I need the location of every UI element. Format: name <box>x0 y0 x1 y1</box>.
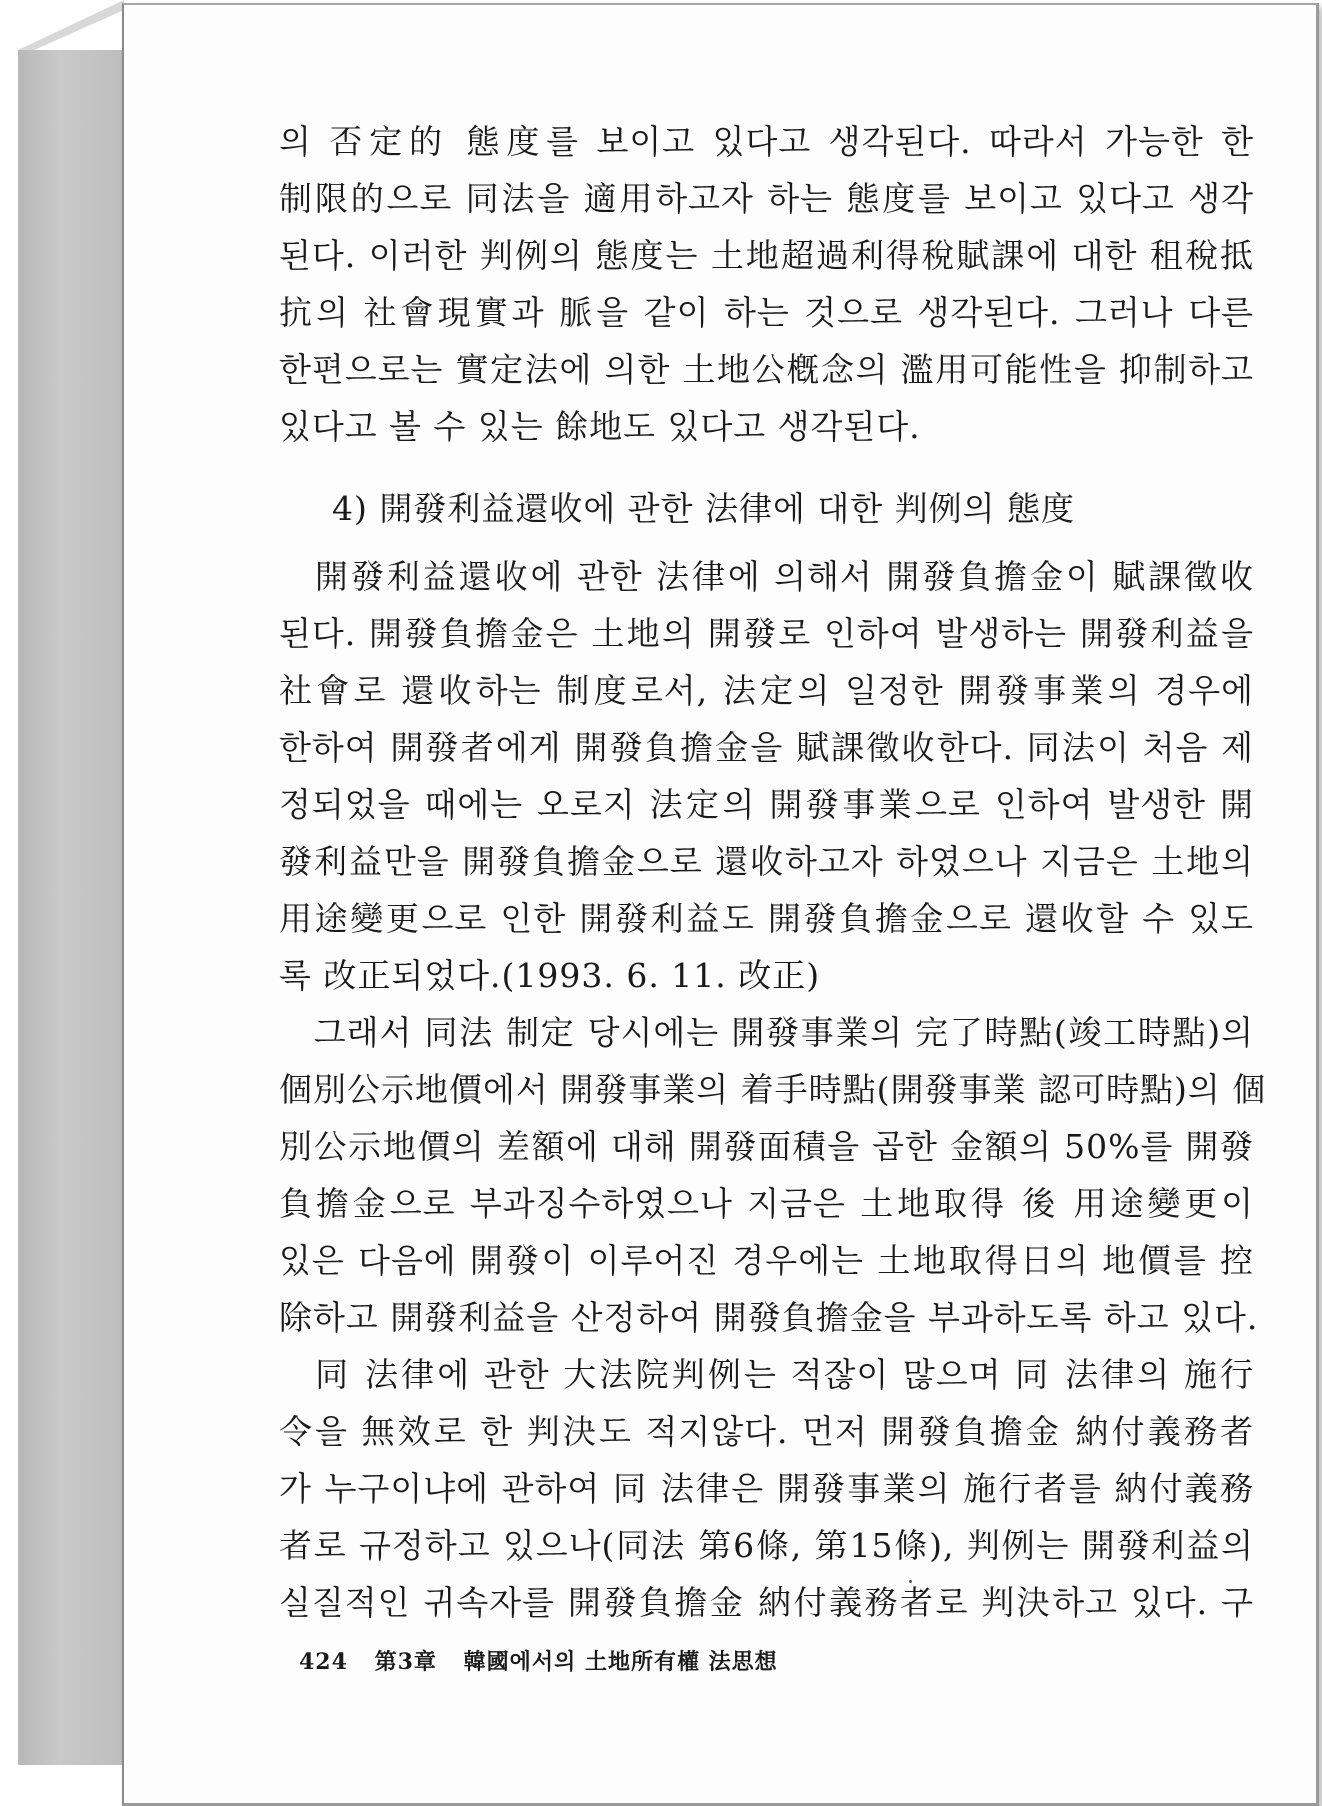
text-line: 別公示地價의 差額에 대해 開發面積을 곱한 金額의 50%를 開發 <box>279 1127 1254 1166</box>
text-line: 除하고 開發利益을 산정하여 開發負擔金을 부과하도록 하고 있다. <box>279 1298 1259 1337</box>
page-number: 424 <box>299 1649 348 1675</box>
book-page <box>122 3 1319 1806</box>
text-line: 된다. 이러한 判例의 態度는 土地超過利得稅賦課에 대한 租稅抵 <box>279 236 1254 275</box>
text-line: 負擔金으로 부과징수하였으나 지금은 土地取得 後 用途變更이 <box>279 1184 1254 1223</box>
text-line: 發利益만을 開發負擔金으로 還收하고자 하였으나 지금은 土地의 <box>279 842 1254 881</box>
text-line: 의 否定的 態度를 보이고 있다고 생각된다. 따라서 가능한 한 <box>279 122 1254 161</box>
text-line: 그래서 同法 制定 당시에는 開發事業의 完了時點(竣工時點)의 <box>279 1013 1254 1052</box>
print-speck <box>909 1580 912 1583</box>
text-line: 社會로 還收하는 制度로서, 法定의 일정한 開發事業의 경우에 <box>279 671 1254 710</box>
text-line: 한편으로는 實定法에 의한 土地公槪念의 濫用可能性을 抑制하고 <box>279 350 1254 389</box>
book-spine <box>18 50 124 1765</box>
text-line: 制限的으로 同法을 適用하고자 하는 態度를 보이고 있다고 생각 <box>279 179 1254 218</box>
text-line: 된다. 開發負擔金은 土地의 開發로 인하여 발생하는 開發利益을 <box>279 614 1254 653</box>
text-line: 록 改正되었다.(1993. 6. 11. 改正) <box>279 956 821 995</box>
text-line: 한하여 開發者에게 開發負擔金을 賦課徵收한다. 同法이 처음 제 <box>279 728 1254 767</box>
text-line: 있다고 볼 수 있는 餘地도 있다고 생각된다. <box>279 407 921 446</box>
text-line: 실질적인 귀속자를 開發負擔金 納付義務者로 判決하고 있다. 구 <box>279 1583 1254 1622</box>
section-body <box>279 548 1267 1631</box>
text-line: 가 누구이냐에 관하여 同 法律은 開發事業의 施行者를 納付義務 <box>279 1469 1254 1508</box>
text-line: 있은 다음에 開發이 이루어진 경우에는 土地取得日의 地價를 控 <box>279 1241 1254 1280</box>
text-line: 同 法律에 관한 大法院判例는 적잖이 많으며 同 法律의 施行 <box>279 1355 1254 1394</box>
text-line: 抗의 社會現實과 脈을 같이 하는 것으로 생각된다. 그러나 다른 <box>279 293 1254 332</box>
text-line: 開發利益還收에 관한 法律에 의해서 開發負擔金이 賦課徵收 <box>279 557 1254 596</box>
section-heading: 4) 開發利益還收에 관한 法律에 대한 判例의 態度 <box>332 489 1075 528</box>
paragraph-continued <box>279 113 1254 455</box>
text-line: 個別公示地價에서 開發事業의 着手時點(開發事業 認可時點)의 個 <box>279 1070 1267 1109</box>
text-line: 令을 無效로 한 判決도 적지않다. 먼저 開發負擔金 納付義務者 <box>279 1412 1254 1451</box>
chapter-title: 韓國에서의 土地所有權 法思想 <box>463 1649 778 1675</box>
text-line: 用途變更으로 인한 開發利益도 開發負擔金으로 還收할 수 있도 <box>279 899 1254 938</box>
text-line: 者로 규정하고 있으나(同法 第6條, 第15條), 判例는 開發利益의 <box>279 1526 1254 1565</box>
text-line: 정되었을 때에는 오로지 法定의 開發事業으로 인하여 발생한 開 <box>279 785 1254 824</box>
chapter-label: 第3章 <box>374 1649 437 1675</box>
page-footer <box>299 1645 796 1676</box>
